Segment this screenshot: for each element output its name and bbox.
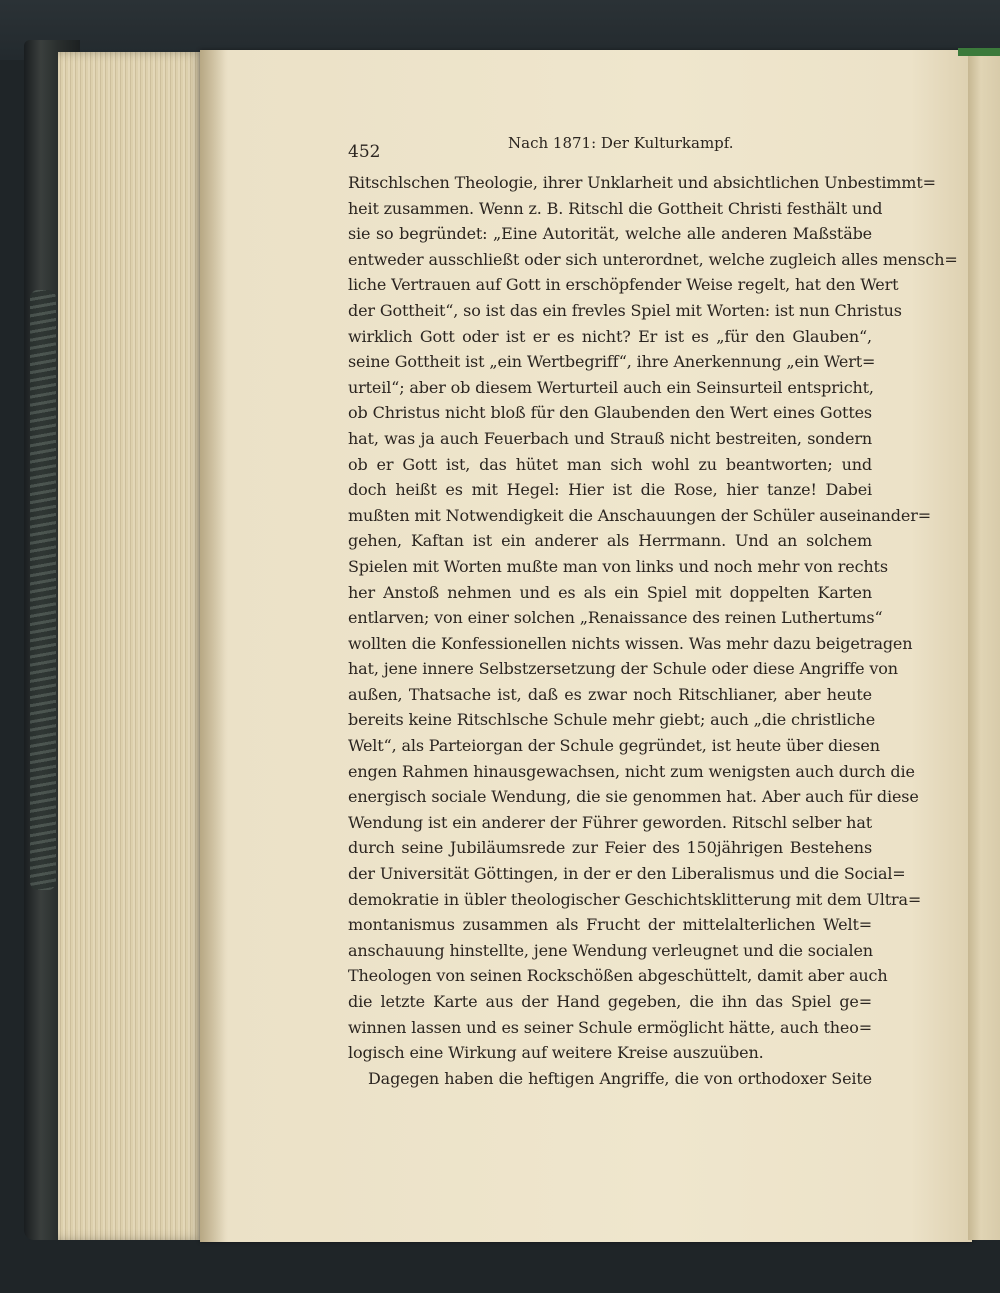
text-line: liche Vertrauen auf Gott in erschöpfender Weise regelt, hat den Wert [348,275,899,295]
text-line: wollten die Konfessionellen nichts wissen. Was mehr dazu beigetragen [348,633,913,653]
page-text [348,130,958,1091]
gutter-shadow [200,50,228,1242]
text-line: Theologen von seinen Rockschößen abgeschüttelt, damit aber auch [348,966,888,986]
page-edges [58,52,203,1240]
page-number: 452 [348,142,381,162]
text-line: Ritschlschen Theologie, ihrer Unklarheit und absichtlichen Unbestimmt= [348,173,936,192]
text-line: logisch eine Wirkung auf weitere Kreise auszuüben. [348,1043,764,1063]
text-line: Spielen mit Worten mußte man von links und noch mehr von rechts [348,556,888,576]
text-line: ob er Gott ist, das hütet man sich wohl zu beantworten; und [348,454,872,474]
text-line: außen, Thatsache ist, daß es zwar noch Ritschlianer, aber heute [348,684,872,704]
text-line: urteil“; aber ob diesem Werturteil auch ein Seinsurteil entspricht, [348,377,874,397]
text-line: Welt“, als Parteiorgan der Schule gegründet, ist heute über diesen [348,736,880,756]
body-text [348,170,958,1091]
bookmark-strip [958,48,1000,56]
cover-pattern [30,290,56,890]
text-line: demokratie in übler theologischer Geschichtsklitterung mit dem Ultra= [348,889,922,909]
text-line: engen Rahmen hinausgewachsen, nicht zum wenigsten auch durch die [348,761,915,781]
text-line: hat, jene innere Selbstzersetzung der Schule oder diese Angriffe von [348,659,898,679]
text-line: mußten mit Notwendigkeit die Anschauungen der Schüler auseinander= [348,505,931,525]
running-head: Nach 1871: Der Kulturkampf. [508,134,734,152]
page-header [348,130,872,160]
text-line: der Gottheit“, so ist das ein frevles Spiel mit Worten: ist nun Christus [348,300,902,320]
text-line: hat, was ja auch Feuerbach und Strauß nicht bestreiten, sondern [348,428,872,448]
text-line: heit zusammen. Wenn z. B. Ritschl die Gottheit Christi festhält und [348,198,883,218]
text-line: entweder ausschließt oder sich unterordnet, welche zugleich alles mensch= [348,249,958,269]
next-page-edge [968,55,1000,1240]
text-line: her Anstoß nehmen und es als ein Spiel mit doppelten Karten [348,582,872,602]
text-line: die letzte Karte aus der Hand gegeben, die ihn das Spiel ge= [348,992,872,1011]
text-line: doch heißt es mit Hegel: Hier ist die Rose, hier tanze! Dabei [348,480,872,500]
text-line: energisch sociale Wendung, die sie genommen hat. Aber auch für diese [348,787,919,807]
text-line: wirklich Gott oder ist er es nicht? Er ist es „für den Glauben“, [348,326,872,346]
text-line: montanismus zusammen als Frucht der mittelalterlichen Welt= [348,915,872,935]
text-line: sie so begründet: „Eine Autorität, welche alle anderen Maßstäbe [348,224,872,244]
text-line: entlarven; von einer solchen „Renaissance des reinen Luthertums“ [348,608,883,628]
text-line: bereits keine Ritschlsche Schule mehr giebt; auch „die christliche [348,710,876,730]
text-line: Dagegen haben die heftigen Angriffe, die von orthodoxer Seite [368,1068,872,1088]
text-line: seine Gottheit ist „ein Wertbegriff“, ihre Anerkennung „ein Wert= [348,352,876,372]
text-line: durch seine Jubiläumsrede zur Feier des 150jährigen Bestehens [348,838,872,858]
text-line: winnen lassen und es seiner Schule ermöglicht hätte, auch theo= [348,1017,872,1037]
text-line: der Universität Göttingen, in der er den Liberalismus und die Social= [348,864,906,884]
text-line: gehen, Kaftan ist ein anderer als Herrmann. Und an solchem [348,531,872,551]
text-line: Wendung ist ein anderer der Führer geworden. Ritschl selber hat [348,812,872,832]
text-line: anschauung hinstellte, jene Wendung verleugnet und die socialen [348,940,873,960]
text-line: ob Christus nicht bloß für den Glaubenden den Wert eines Gottes [348,403,872,423]
